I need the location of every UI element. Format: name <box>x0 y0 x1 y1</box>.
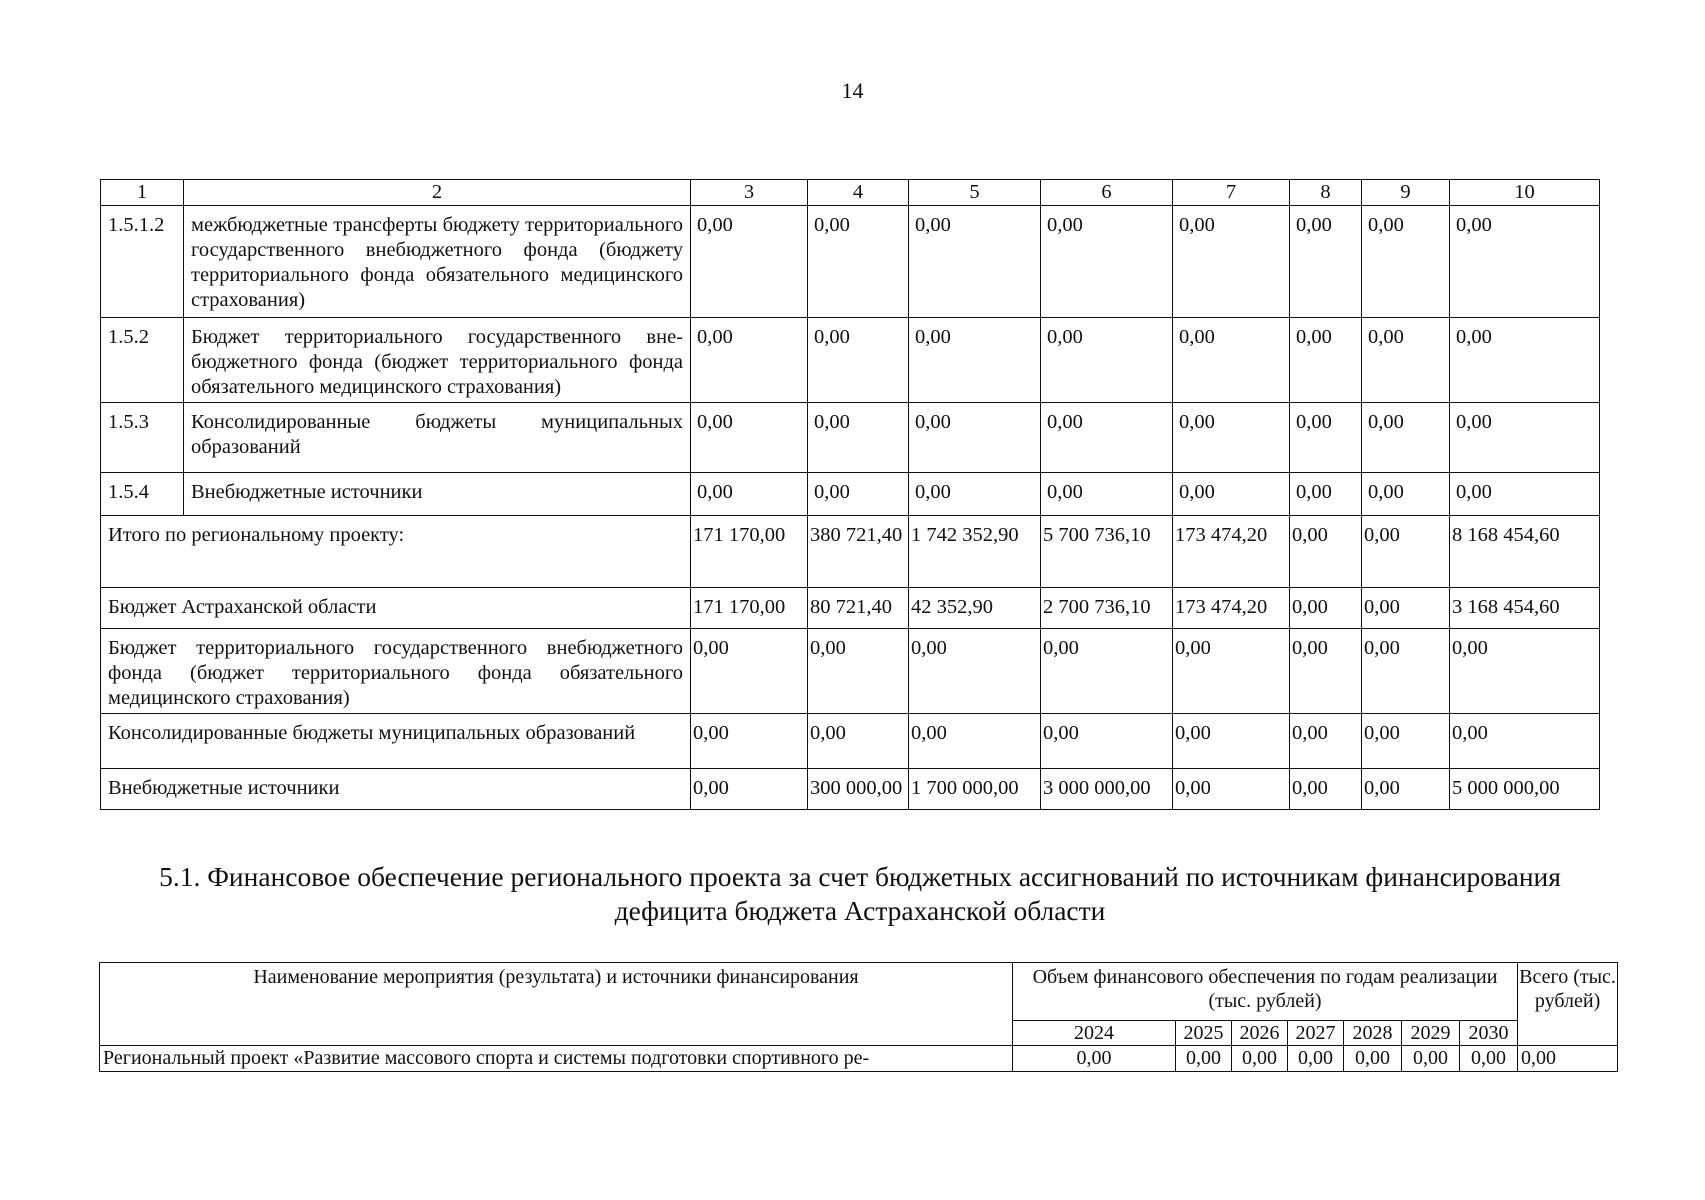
column-number-header: 9 <box>1362 180 1450 206</box>
row-value: 0,00 <box>691 473 808 516</box>
row-value: 0,00 <box>909 473 1041 516</box>
total-row-value: 0,00 <box>1362 714 1450 769</box>
row-value: 0,00 <box>691 403 808 473</box>
row-value: 0,00 <box>909 318 1041 403</box>
table-row <box>101 206 1600 318</box>
total-row-value: 0,00 <box>1362 629 1450 714</box>
total-row-value: 0,00 <box>691 769 808 810</box>
row-value: 0,00 <box>1041 403 1173 473</box>
total-row-value: 0,00 <box>1362 588 1450 629</box>
total-row-name: Внебюджетные источники <box>101 769 691 810</box>
year-header: 2024 <box>1013 1021 1176 1046</box>
table-row <box>101 473 1600 516</box>
total-row-value: 8 168 454,60 <box>1450 516 1600 588</box>
row-value: 0,00 <box>1173 318 1290 403</box>
row-value: 0,00 <box>1362 206 1450 318</box>
total-row <box>101 769 1600 810</box>
row-value: 0,00 <box>1450 403 1600 473</box>
t2-total-header: Всего (тыс. рублей) <box>1518 963 1618 1046</box>
total-row <box>101 714 1600 769</box>
total-row-value: 42 352,90 <box>909 588 1041 629</box>
total-row-value: 0,00 <box>1362 516 1450 588</box>
total-row-value: 171 170,00 <box>691 516 808 588</box>
total-row-value: 0,00 <box>909 714 1041 769</box>
total-row-value: 0,00 <box>1450 714 1600 769</box>
total-row-value: 2 700 736,10 <box>1041 588 1173 629</box>
year-header: 2029 <box>1402 1021 1460 1046</box>
column-number-header: 5 <box>909 180 1041 206</box>
row-value: 0,00 <box>1173 403 1290 473</box>
year-header: 2027 <box>1288 1021 1344 1046</box>
row-value: 0,00 <box>1013 1046 1176 1072</box>
total-row-value: 0,00 <box>691 629 808 714</box>
row-value: 0,00 <box>1041 318 1173 403</box>
row-name: Бюджет территориального государственного внебюджетного фонда (бюджет территориального фонда обязательного медицинского страхования) <box>184 318 691 403</box>
row-value: 0,00 <box>1362 473 1450 516</box>
row-value: 0,00 <box>808 318 909 403</box>
total-row-value: 3 000 000,00 <box>1041 769 1173 810</box>
table-row <box>101 318 1600 403</box>
total-row-value: 0,00 <box>808 714 909 769</box>
row-value: 0,00 <box>1450 473 1600 516</box>
row-value: 0,00 <box>1290 318 1362 403</box>
row-number: 1.5.3 <box>101 403 184 473</box>
row-value: 0,00 <box>808 206 909 318</box>
row-value: 0,00 <box>1402 1046 1460 1072</box>
total-row-value: 0,00 <box>691 714 808 769</box>
row-number: 1.5.1.2 <box>101 206 184 318</box>
total-row-value: 0,00 <box>1290 714 1362 769</box>
row-value: 0,00 <box>1041 473 1173 516</box>
total-row <box>101 516 1600 588</box>
t2-col1-header: Наименование мероприятия (результата) и источники финансирования <box>100 963 1013 1046</box>
year-header: 2030 <box>1460 1021 1518 1046</box>
deficit-financing-table <box>99 962 1618 1072</box>
total-row-value: 173 474,20 <box>1173 588 1290 629</box>
table-row <box>101 403 1600 473</box>
row-value: 0,00 <box>691 318 808 403</box>
total-row-value: 0,00 <box>1290 588 1362 629</box>
row-value: 0,00 <box>1290 473 1362 516</box>
column-number-header: 8 <box>1290 180 1362 206</box>
total-row-value: 171 170,00 <box>691 588 808 629</box>
t2-row-name: Региональный проект «Развитие массового спорта и системы подготовки спортивного ре- <box>100 1046 1013 1072</box>
total-row-value: 0,00 <box>1290 516 1362 588</box>
row-value: 0,00 <box>909 403 1041 473</box>
column-number-header: 6 <box>1041 180 1173 206</box>
row-value: 0,00 <box>1362 403 1450 473</box>
year-header: 2026 <box>1232 1021 1288 1046</box>
total-row-value: 0,00 <box>808 629 909 714</box>
row-number: 1.5.4 <box>101 473 184 516</box>
financing-table <box>100 179 1600 810</box>
t2-volume-header: Объем финансового обеспечения по годам реализации (тыс. рублей) <box>1013 963 1518 1021</box>
row-name: Внебюджетные источники <box>184 473 691 516</box>
row-value: 0,00 <box>1450 318 1600 403</box>
row-value: 0,00 <box>1176 1046 1232 1072</box>
year-header: 2025 <box>1176 1021 1232 1046</box>
total-row-value: 173 474,20 <box>1173 516 1290 588</box>
row-value: 0,00 <box>691 206 808 318</box>
total-row-value: 0,00 <box>1173 769 1290 810</box>
total-row-name: Бюджет территориального государственного внебюджетного фонда (бюджет территориального фонда обязательного медицинского страхования) <box>101 629 691 714</box>
row-value: 0,00 <box>1173 473 1290 516</box>
row-value: 0,00 <box>808 403 909 473</box>
total-row-value: 5 000 000,00 <box>1450 769 1600 810</box>
total-row <box>101 588 1600 629</box>
total-row-value: 300 000,00 <box>808 769 909 810</box>
total-row <box>101 629 1600 714</box>
table-header-row <box>101 180 1600 206</box>
total-row-value: 0,00 <box>1173 629 1290 714</box>
total-row-value: 0,00 <box>1041 629 1173 714</box>
total-row-value: 0,00 <box>1173 714 1290 769</box>
row-total: 0,00 <box>1518 1046 1618 1072</box>
total-row-value: 0,00 <box>1362 769 1450 810</box>
total-row-value: 1 700 000,00 <box>909 769 1041 810</box>
section-heading: 5.1. Финансовое обеспечение регионального проекта за счет бюджетных ассигнований по источникам финансирования дефицита бюджета Астраханской области <box>159 861 1561 926</box>
row-value: 0,00 <box>909 206 1041 318</box>
total-row-name: Консолидированные бюджеты муниципальных образований <box>101 714 691 769</box>
row-value: 0,00 <box>1362 318 1450 403</box>
row-value: 0,00 <box>1290 206 1362 318</box>
row-value: 0,00 <box>1232 1046 1288 1072</box>
column-number-header: 4 <box>808 180 909 206</box>
total-row-value: 380 721,40 <box>808 516 909 588</box>
row-value: 0,00 <box>1288 1046 1344 1072</box>
row-value: 0,00 <box>808 473 909 516</box>
total-row-value: 5 700 736,10 <box>1041 516 1173 588</box>
column-number-header: 2 <box>184 180 691 206</box>
row-value: 0,00 <box>1041 206 1173 318</box>
row-value: 0,00 <box>1450 206 1600 318</box>
page-number: 14 <box>841 78 864 103</box>
total-row-value: 1 742 352,90 <box>909 516 1041 588</box>
row-name: межбюджетные трансферты бюджету территориального государственного внебюджетного фонда (бюджету территориального фонда обязательного медицинского страхования) <box>184 206 691 318</box>
column-number-header: 1 <box>101 180 184 206</box>
row-value: 0,00 <box>1460 1046 1518 1072</box>
total-row-value: 3 168 454,60 <box>1450 588 1600 629</box>
total-row-value: 0,00 <box>909 629 1041 714</box>
total-row-value: 0,00 <box>1290 629 1362 714</box>
total-row-value: 80 721,40 <box>808 588 909 629</box>
total-row-value: 0,00 <box>1290 769 1362 810</box>
column-number-header: 10 <box>1450 180 1600 206</box>
total-row-value: 0,00 <box>1041 714 1173 769</box>
column-number-header: 3 <box>691 180 808 206</box>
year-header: 2028 <box>1344 1021 1402 1046</box>
row-value: 0,00 <box>1173 206 1290 318</box>
column-number-header: 7 <box>1173 180 1290 206</box>
row-value: 0,00 <box>1290 403 1362 473</box>
total-row-value: 0,00 <box>1450 629 1600 714</box>
row-number: 1.5.2 <box>101 318 184 403</box>
row-value: 0,00 <box>1344 1046 1402 1072</box>
total-row-name: Итого по региональному проекту: <box>101 516 691 588</box>
row-name: Консолидированные бюджеты муниципальных образований <box>184 403 691 473</box>
total-row-name: Бюджет Астраханской области <box>101 588 691 629</box>
